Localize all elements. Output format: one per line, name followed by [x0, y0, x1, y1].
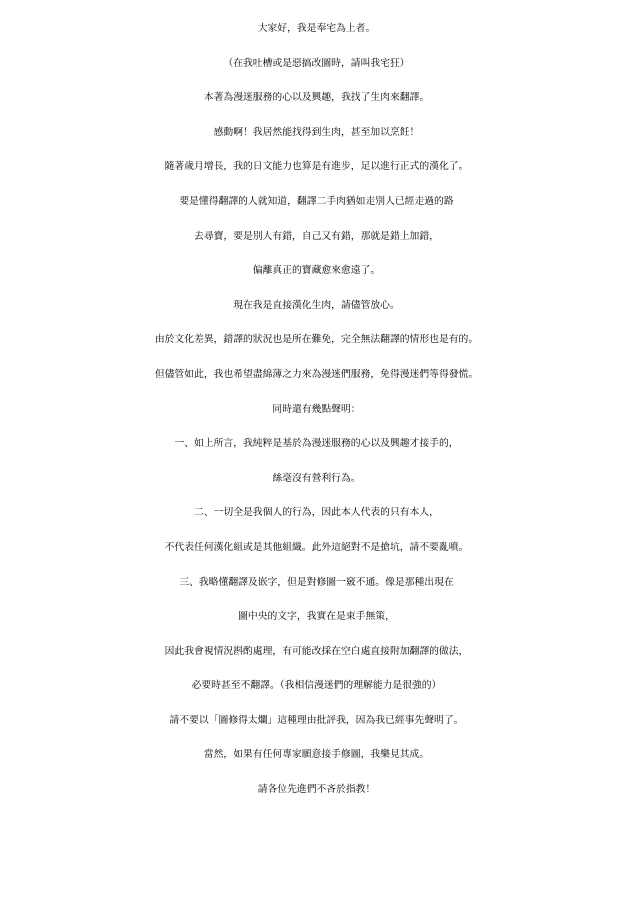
- notice-line: 不代表任何漢化組或是其他組織。此外這絕對不是搶坑，請不要亂噴。: [164, 541, 469, 553]
- notice-line: 本著為漫迷服務的心以及興趣，我找了生肉來翻譯。: [203, 92, 430, 104]
- notice-line: 二、一切全是我個人的行為，因此本人代表的只有本人，: [194, 507, 439, 519]
- notice-line: 絲毫沒有營利行為。: [272, 472, 361, 484]
- notice-line: 隨著歲月增長，我的日文能力也算是有進步，足以進行正式的漢化了。: [164, 161, 469, 173]
- notice-line: 但儘管如此，我也希望盡綿薄之力來為漫迷們服務，免得漫迷們等得發慌。: [154, 368, 479, 380]
- notice-line: 由於文化差異，錯譯的狀況也是所在難免，完全無法翻譯的情形也是有的。: [154, 334, 479, 346]
- notice-line: 因此我會視情況斟酌處理，有可能改採在空白處直接附加翻譯的做法，: [164, 645, 469, 657]
- notice-line: 必要時甚至不翻譯。（我相信漫迷們的理解能力是很強的）: [191, 680, 442, 692]
- notice-line: 請各位先進們不吝於指教！: [257, 784, 376, 796]
- notice-line: 感動啊！我居然能找得到生肉，甚至加以烹飪！: [213, 126, 420, 138]
- notice-line: （在我吐槽或是惡搞改圖時，請叫我宅狂）: [223, 57, 410, 69]
- notice-line: 大家好，我是奉宅為上者。: [257, 23, 376, 34]
- notice-line: 一、如上所言，我純粹是基於為漫迷服務的心以及興趣才接手的，: [174, 438, 459, 450]
- notice-line: 圖中央的文字，我實在是束手無策，: [238, 611, 395, 623]
- notice-line: 請不要以「圖修得太爛」這種理由批評我，因為我已經事先聲明了。: [169, 714, 464, 726]
- notice-line: 同時還有幾點聲明：: [272, 403, 361, 415]
- notice-line: 當然，如果有任何專家願意接手修圖，我樂見其成。: [203, 749, 430, 761]
- notice-line: 要是懂得翻譯的人就知道，翻譯二手肉猶如走別人已經走過的路: [179, 195, 454, 207]
- notice-line: 去尋寶，要是別人有錯，自己又有錯，那就是錯上加錯，: [194, 230, 439, 242]
- notice-text: [0, 12, 633, 808]
- notice-line: 三、我略懂翻譯及嵌字，但是對修圖一竅不通。像是那種出現在: [179, 576, 454, 588]
- notice-line: 現在我是直接漢化生肉，請儘管放心。: [233, 299, 400, 311]
- notice-line: 偏離真正的寶藏愈來愈遠了。: [252, 265, 381, 277]
